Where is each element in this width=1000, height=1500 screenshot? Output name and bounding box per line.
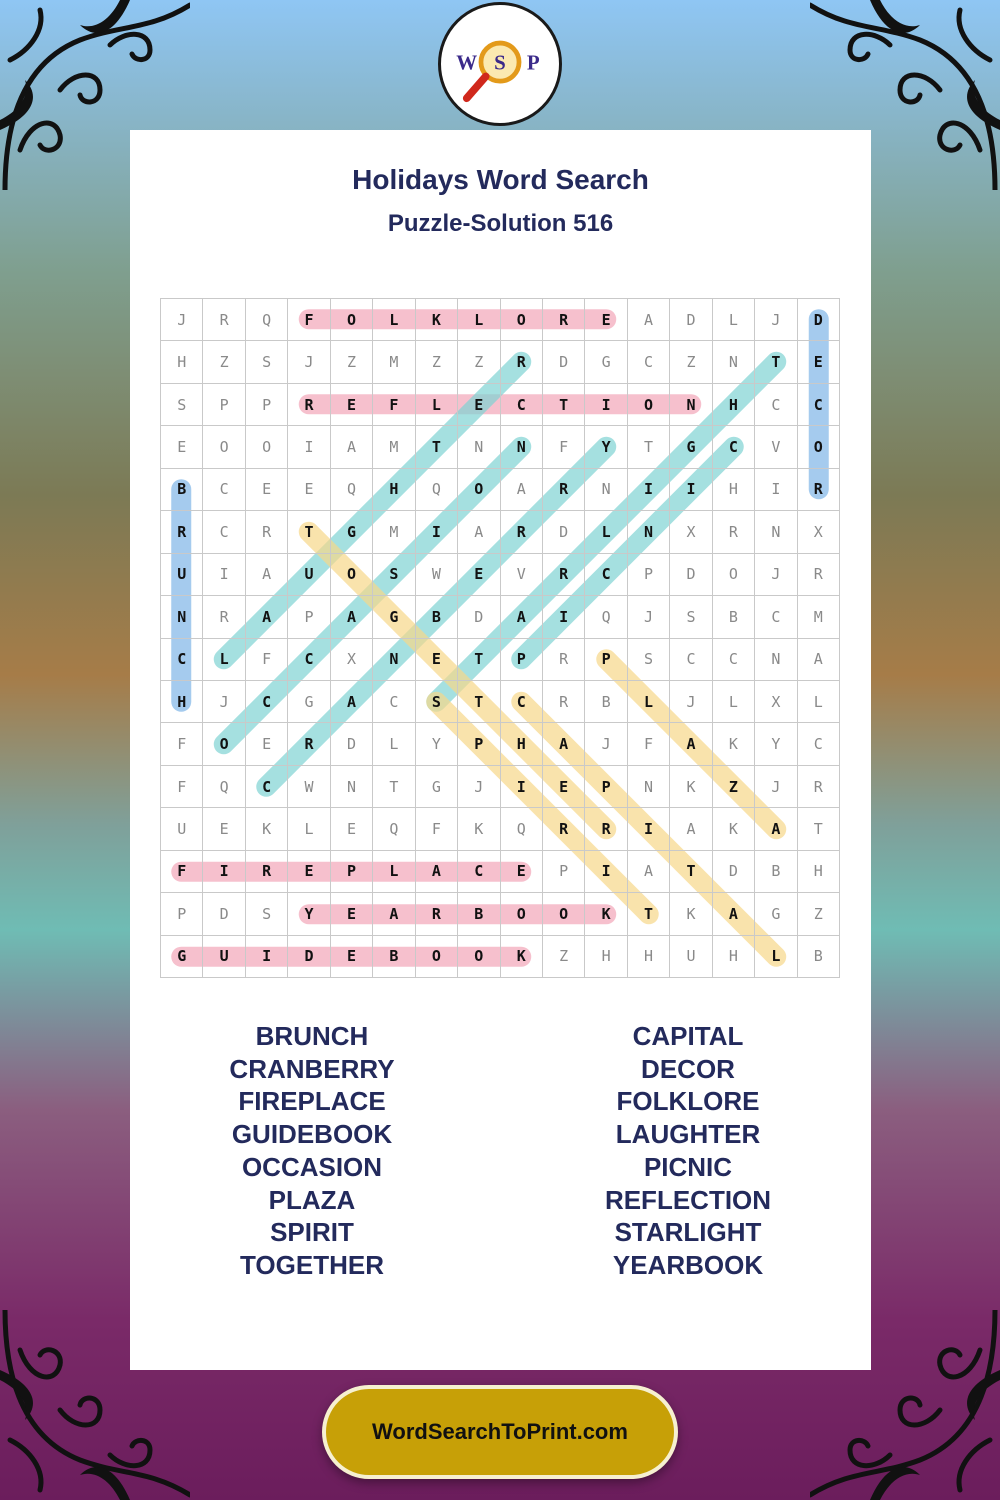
grid-cell: V: [501, 554, 543, 596]
grid-cell: N: [713, 341, 755, 383]
grid-cell: Z: [331, 341, 373, 383]
grid-cell: E: [331, 893, 373, 935]
grid-cell: X: [755, 681, 797, 723]
grid-cell: B: [161, 469, 203, 511]
grid-cell: N: [628, 766, 670, 808]
grid-cell: R: [543, 469, 585, 511]
grid-cell: Q: [585, 596, 627, 638]
grid-cell: M: [373, 341, 415, 383]
grid-cell: A: [501, 469, 543, 511]
grid-cell: B: [798, 936, 840, 978]
grid-cell: P: [501, 639, 543, 681]
grid-cell: U: [288, 554, 330, 596]
grid-cell: U: [203, 936, 245, 978]
grid-cell: O: [798, 426, 840, 468]
grid-cell: K: [585, 893, 627, 935]
grid-cell: N: [161, 596, 203, 638]
grid-cell: O: [713, 554, 755, 596]
grid-cell: H: [628, 936, 670, 978]
grid-cell: C: [501, 681, 543, 723]
grid-cell: K: [501, 936, 543, 978]
grid-cell: A: [373, 893, 415, 935]
grid-cell: E: [331, 936, 373, 978]
grid-cell: A: [713, 893, 755, 935]
word-list-item: SPIRIT: [270, 1217, 354, 1248]
wsp-logo[interactable]: [438, 2, 562, 126]
website-link-button[interactable]: WordSearchToPrint.com: [322, 1385, 678, 1479]
grid-cell: R: [798, 766, 840, 808]
grid-cell: S: [416, 681, 458, 723]
grid-cell: C: [670, 639, 712, 681]
grid-cell: A: [331, 681, 373, 723]
grid-cell: P: [161, 893, 203, 935]
grid-cell: C: [628, 341, 670, 383]
grid-cell: I: [585, 384, 627, 426]
grid-cell: K: [713, 723, 755, 765]
grid-cell: E: [288, 851, 330, 893]
grid-cell: J: [755, 766, 797, 808]
grid-cell: R: [543, 639, 585, 681]
grid-cell: I: [670, 469, 712, 511]
grid-cell: H: [585, 936, 627, 978]
grid-cell: I: [628, 469, 670, 511]
grid-cell: D: [458, 596, 500, 638]
grid-cell: E: [458, 554, 500, 596]
grid-cell: C: [458, 851, 500, 893]
grid-cell: Z: [798, 893, 840, 935]
grid-cell: E: [246, 723, 288, 765]
letter-grid: [160, 298, 840, 978]
grid-cell: H: [798, 851, 840, 893]
grid-cell: E: [501, 851, 543, 893]
page-title: Holidays Word Search: [352, 164, 649, 195]
grid-cell: O: [628, 384, 670, 426]
grid-cell: P: [288, 596, 330, 638]
grid-cell: J: [203, 681, 245, 723]
grid-cell: C: [713, 639, 755, 681]
grid-cell: I: [628, 808, 670, 850]
grid-cell: E: [161, 426, 203, 468]
grid-cell: M: [373, 426, 415, 468]
grid-cell: L: [373, 299, 415, 341]
word-list-item: FOLKLORE: [616, 1086, 760, 1117]
grid-cell: E: [798, 341, 840, 383]
grid-cell: N: [755, 511, 797, 553]
grid-cell: J: [458, 766, 500, 808]
grid-cell: K: [458, 808, 500, 850]
grid-cell: S: [161, 384, 203, 426]
grid-cell: R: [416, 893, 458, 935]
grid-cell: Z: [416, 341, 458, 383]
word-list-item: PICNIC: [643, 1151, 733, 1182]
grid-cell: U: [670, 936, 712, 978]
grid-cell: D: [288, 936, 330, 978]
grid-cell: A: [628, 299, 670, 341]
grid-cell: X: [798, 511, 840, 553]
magnifier-logo-icon: [441, 5, 559, 123]
grid-cell: N: [458, 426, 500, 468]
grid-cell: F: [416, 808, 458, 850]
grid-cell: R: [161, 511, 203, 553]
grid-cell: N: [331, 766, 373, 808]
grid-cell: T: [628, 893, 670, 935]
grid-cell: B: [458, 893, 500, 935]
grid-cell: L: [416, 384, 458, 426]
grid-cell: A: [798, 639, 840, 681]
word-list-item: DECOR: [641, 1053, 735, 1084]
grid-cell: O: [331, 299, 373, 341]
grid-cell: H: [161, 681, 203, 723]
grid-cell: R: [798, 554, 840, 596]
grid-cell: E: [203, 808, 245, 850]
grid-cell: E: [331, 808, 373, 850]
grid-cell: P: [246, 384, 288, 426]
grid-cell: Q: [501, 808, 543, 850]
grid-cell: A: [755, 808, 797, 850]
grid-cell: Q: [373, 808, 415, 850]
grid-cell: E: [331, 384, 373, 426]
grid-cell: R: [713, 511, 755, 553]
grid-cell: G: [670, 426, 712, 468]
grid-cell: L: [755, 936, 797, 978]
grid-cell: P: [203, 384, 245, 426]
grid-cell: D: [543, 341, 585, 383]
grid-cell: C: [585, 554, 627, 596]
grid-cell: Q: [416, 469, 458, 511]
grid-cell: J: [628, 596, 670, 638]
grid-cell: R: [203, 596, 245, 638]
grid-cell: A: [628, 851, 670, 893]
grid-cell: I: [543, 596, 585, 638]
grid-cell: I: [416, 511, 458, 553]
grid-cell: Y: [288, 893, 330, 935]
grid-cell: O: [331, 554, 373, 596]
grid-cell: F: [373, 384, 415, 426]
grid-cell: R: [543, 808, 585, 850]
grid-cell: Y: [416, 723, 458, 765]
grid-cell: F: [543, 426, 585, 468]
grid-cell: P: [331, 851, 373, 893]
word-list-item: YEARBOOK: [612, 1249, 764, 1280]
grid-cell: O: [203, 426, 245, 468]
grid-cell: E: [543, 766, 585, 808]
grid-cell: C: [501, 384, 543, 426]
grid-cell: N: [628, 511, 670, 553]
grid-cell: I: [203, 851, 245, 893]
grid-cell: A: [501, 596, 543, 638]
grid-cell: K: [670, 893, 712, 935]
grid-cell: R: [501, 341, 543, 383]
word-list-item: BRUNCH: [255, 1021, 369, 1051]
word-list-item: OCCASION: [241, 1151, 383, 1182]
grid-cell: C: [288, 639, 330, 681]
grid-cell: D: [331, 723, 373, 765]
grid-cell: T: [798, 808, 840, 850]
word-list-item: TOGETHER: [240, 1249, 384, 1280]
grid-cell: O: [416, 936, 458, 978]
grid-cell: Z: [203, 341, 245, 383]
grid-cell: F: [288, 299, 330, 341]
grid-cell: L: [373, 851, 415, 893]
grid-cell: Z: [458, 341, 500, 383]
grid-cell: H: [373, 469, 415, 511]
grid-cell: J: [161, 299, 203, 341]
word-list-item: LAUGHTER: [615, 1119, 761, 1150]
grid-cell: I: [288, 426, 330, 468]
grid-cell: O: [458, 469, 500, 511]
grid-cell: F: [161, 766, 203, 808]
grid-cell: R: [501, 511, 543, 553]
grid-cell: O: [458, 936, 500, 978]
grid-cell: T: [373, 766, 415, 808]
word-list-item: REFLECTION: [604, 1184, 772, 1215]
grid-cell: A: [331, 596, 373, 638]
word-list-item: GUIDEBOOK: [231, 1119, 393, 1150]
grid-cell: E: [246, 469, 288, 511]
grid-cell: P: [585, 766, 627, 808]
logo-letter-p: P: [526, 50, 540, 75]
grid-cell: K: [670, 766, 712, 808]
grid-cell: C: [713, 426, 755, 468]
grid-cell: E: [416, 639, 458, 681]
grid-cell: A: [246, 596, 288, 638]
grid-cell: T: [288, 511, 330, 553]
grid-cell: M: [798, 596, 840, 638]
grid-cell: D: [798, 299, 840, 341]
grid-cell: L: [288, 808, 330, 850]
grid-cell: T: [543, 384, 585, 426]
grid-cell: L: [628, 681, 670, 723]
grid-cell: C: [246, 681, 288, 723]
grid-cell: D: [543, 511, 585, 553]
grid-cell: H: [713, 384, 755, 426]
grid-cell: A: [670, 723, 712, 765]
grid-cell: I: [246, 936, 288, 978]
logo-letter-w: W: [456, 50, 478, 75]
grid-cell: S: [246, 893, 288, 935]
grid-cell: G: [416, 766, 458, 808]
grid-cell: R: [798, 469, 840, 511]
grid-cell: P: [585, 639, 627, 681]
grid-cell: I: [585, 851, 627, 893]
grid-cell: C: [203, 469, 245, 511]
word-list-item: STARLIGHT: [614, 1217, 762, 1248]
grid-cell: J: [670, 681, 712, 723]
grid-cell: E: [458, 384, 500, 426]
grid-cell: L: [203, 639, 245, 681]
grid-cell: K: [713, 808, 755, 850]
grid-cell: R: [543, 554, 585, 596]
grid-cell: L: [458, 299, 500, 341]
grid-cell: A: [246, 554, 288, 596]
grid-cell: D: [670, 554, 712, 596]
grid-cell: G: [755, 893, 797, 935]
grid-cell: D: [670, 299, 712, 341]
grid-cell: G: [373, 596, 415, 638]
grid-cell: H: [501, 723, 543, 765]
grid-cell: L: [585, 511, 627, 553]
word-list-right: [538, 1020, 838, 1282]
grid-cell: R: [288, 384, 330, 426]
word-list-item: CRANBERRY: [229, 1053, 395, 1084]
grid-cell: P: [458, 723, 500, 765]
grid-cell: W: [416, 554, 458, 596]
grid-cell: C: [798, 384, 840, 426]
grid-cell: O: [246, 426, 288, 468]
grid-cell: L: [798, 681, 840, 723]
grid-cell: R: [543, 299, 585, 341]
grid-cell: H: [713, 469, 755, 511]
grid-cell: I: [755, 469, 797, 511]
grid-cell: R: [246, 851, 288, 893]
grid-cell: K: [246, 808, 288, 850]
grid-cell: J: [755, 554, 797, 596]
grid-cell: K: [416, 299, 458, 341]
grid-cell: B: [585, 681, 627, 723]
grid-cell: W: [288, 766, 330, 808]
grid-cell: J: [288, 341, 330, 383]
logo-letter-s: S: [494, 50, 506, 75]
grid-cell: N: [585, 469, 627, 511]
grid-cell: R: [585, 808, 627, 850]
grid-cell: R: [543, 681, 585, 723]
grid-cell: H: [713, 936, 755, 978]
grid-cell: O: [501, 299, 543, 341]
grid-cell: S: [246, 341, 288, 383]
word-list-item: CAPITAL: [632, 1021, 744, 1051]
grid-cell: H: [161, 341, 203, 383]
grid-cell: R: [246, 511, 288, 553]
grid-cell: G: [161, 936, 203, 978]
grid-cell: Z: [670, 341, 712, 383]
grid-cell: N: [373, 639, 415, 681]
grid-cell: T: [755, 341, 797, 383]
grid-cell: T: [670, 851, 712, 893]
grid-cell: C: [203, 511, 245, 553]
grid-cell: Q: [203, 766, 245, 808]
grid-cell: G: [331, 511, 373, 553]
grid-cell: U: [161, 808, 203, 850]
word-list-left: [162, 1020, 462, 1282]
grid-cell: Q: [331, 469, 373, 511]
grid-cell: T: [416, 426, 458, 468]
grid-cell: L: [713, 299, 755, 341]
word-search-grid: [160, 298, 840, 978]
word-list-item: FIREPLACE: [238, 1086, 386, 1117]
page-subtitle: Puzzle-Solution 516: [387, 210, 614, 237]
grid-cell: S: [670, 596, 712, 638]
grid-cell: C: [755, 384, 797, 426]
grid-cell: V: [755, 426, 797, 468]
grid-cell: F: [246, 639, 288, 681]
grid-cell: A: [670, 808, 712, 850]
grid-cell: P: [543, 851, 585, 893]
grid-cell: C: [161, 639, 203, 681]
grid-cell: J: [585, 723, 627, 765]
grid-cell: A: [331, 426, 373, 468]
grid-cell: L: [373, 723, 415, 765]
grid-cell: E: [585, 299, 627, 341]
grid-cell: B: [713, 596, 755, 638]
grid-cell: L: [713, 681, 755, 723]
grid-cell: S: [628, 639, 670, 681]
grid-cell: G: [585, 341, 627, 383]
grid-cell: O: [501, 893, 543, 935]
grid-cell: F: [161, 723, 203, 765]
grid-cell: F: [628, 723, 670, 765]
grid-cell: O: [543, 893, 585, 935]
grid-cell: P: [628, 554, 670, 596]
grid-cell: A: [458, 511, 500, 553]
grid-cell: R: [203, 299, 245, 341]
grid-cell: N: [670, 384, 712, 426]
grid-cell: Y: [585, 426, 627, 468]
grid-cell: Q: [246, 299, 288, 341]
grid-cell: A: [416, 851, 458, 893]
grid-cell: C: [373, 681, 415, 723]
grid-cell: X: [331, 639, 373, 681]
grid-cell: C: [246, 766, 288, 808]
grid-cell: D: [713, 851, 755, 893]
grid-cell: T: [628, 426, 670, 468]
grid-cell: M: [373, 511, 415, 553]
grid-cell: E: [288, 469, 330, 511]
grid-cell: Z: [543, 936, 585, 978]
grid-cell: Y: [755, 723, 797, 765]
grid-cell: I: [501, 766, 543, 808]
grid-cell: F: [161, 851, 203, 893]
grid-cell: B: [755, 851, 797, 893]
grid-cell: X: [670, 511, 712, 553]
grid-cell: O: [203, 723, 245, 765]
grid-cell: N: [755, 639, 797, 681]
grid-cell: B: [416, 596, 458, 638]
grid-cell: J: [755, 299, 797, 341]
grid-cell: Z: [713, 766, 755, 808]
grid-cell: I: [203, 554, 245, 596]
grid-cell: A: [543, 723, 585, 765]
grid-cell: U: [161, 554, 203, 596]
grid-cell: C: [798, 723, 840, 765]
grid-cell: C: [755, 596, 797, 638]
grid-cell: T: [458, 639, 500, 681]
grid-cell: G: [288, 681, 330, 723]
grid-cell: B: [373, 936, 415, 978]
grid-cell: S: [373, 554, 415, 596]
grid-cell: D: [203, 893, 245, 935]
grid-cell: R: [288, 723, 330, 765]
word-list-item: PLAZA: [268, 1184, 356, 1215]
grid-cell: T: [458, 681, 500, 723]
grid-cell: N: [501, 426, 543, 468]
